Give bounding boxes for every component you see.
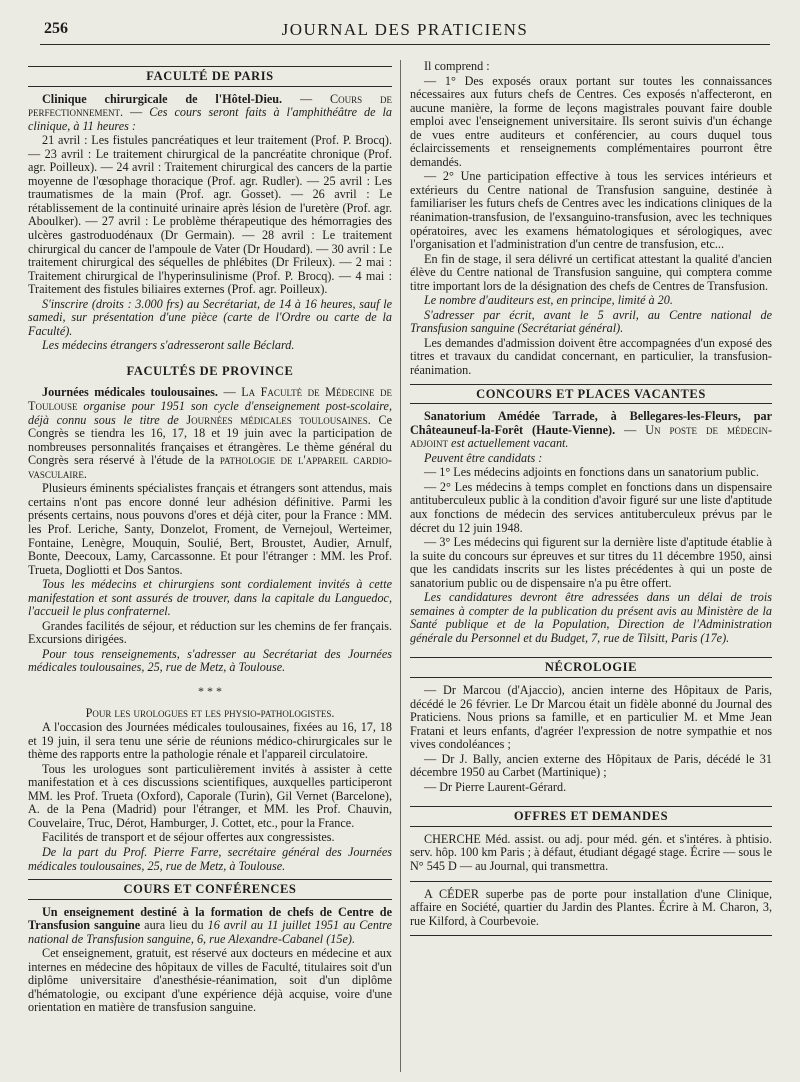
province-invitation: Tous les médecins et chirurgiens sont cordialement invités à cette manifestation et sont assurés de trouver, dans la capitale du Languedoc, l'accueil le plus confraternel.	[28, 577, 392, 619]
left-column	[28, 60, 392, 1016]
cours-p8: S'adresser par écrit, avant le 5 avril, au Centre national de Transfusion sanguine (Secrétariat général).	[410, 307, 772, 336]
section-stars: * * *	[198, 683, 222, 698]
cours-p9: Les demandes d'admission doivent être accompagnées d'un exposé des titres et travaux du candidat concernant, en particulier, la transfusion-réanimation.	[410, 335, 772, 378]
concours-p3: — 1° Les médecins adjoints en fonctions dans un sanatorium public.	[424, 465, 759, 480]
classified-ad-2	[410, 888, 772, 937]
necrologie-p1: — Dr Marcou (d'Ajaccio), ancien interne des Hôpitaux de Paris, décédé le 26 février. Le Dr Marcou était un fidèle abonné du Journal des Praticiens. Nous prions sa famille, et en particulier M. et Mme Jean Fratani et leurs enfants, d'agréer l'expression de notre sympathie et nos vives condoléances ;	[410, 682, 772, 752]
province-intro-text: Ce Congrès se tiendra les 16, 17, 18 et 19 juin avec la participation de nombreuses personnalités françaises et étrangères. Le thème général du Congrès sera réservé à l'étude de la	[28, 412, 392, 468]
paris-dash: —	[282, 91, 330, 106]
page-header	[40, 18, 770, 45]
cours-title: Un enseignement destiné à la formation de chefs de Centre de Transfusion sanguine	[28, 904, 392, 933]
paris-title: Clinique chirurgicale de l'Hôtel-Dieu.	[42, 91, 283, 106]
paris-sc: Cours de perfectionnement.	[28, 91, 392, 120]
province-speakers: Plusieurs éminents spécialistes français et étrangers sont attendus, mais certains n'ont pas encore donné leur adhésion définitive. Parmi les présents certains, nous pouvons d'ores et déjà citer, pour la France : MM. les Prof. Leriche, Santy, Donzelot, Froment, de Vernejoul, Werteimer, Fontaine, Lenègre, Mouquin, Soulié, Bert, Broustet, Audier, Arnulf, Bonte, Deecoux, Lamy, Carcassonne. Et pour l'étranger : MM. les Prof. Trueta, Dogliotti et Dos Santos.	[28, 481, 392, 577]
cours-p2: Cet enseignement, gratuit, est réservé aux docteurs en médecine et aux internes en médecine des hôpitaux de villes de Faculté, titulaires soit d'un diplôme universitaire d'anesthésie-réanimation, soit d'un diplôme d'hématologie, ou excipant d'une expérience déjà acquise, voire d'une orientation en matière de transfusion sanguine.	[28, 946, 392, 1015]
province-sc-2: Journées médicales toulousaines.	[186, 412, 371, 427]
section-heading-paris: FACULTÉ DE PARIS	[28, 66, 392, 87]
paris-intro	[28, 93, 392, 134]
concours-title: Sanatorium Amédée Tarrade, à Bellegares-les-Fleurs, par Châteauneuf-la-Forêt (Haute-Vienne).	[410, 409, 772, 437]
concours-p5: — 3° Les médecins qui figurent sur la dernière liste d'aptitude établie à la suite du concours sur épreuves et sur titres du 11 décembre 1950, ainsi que les candidats inscrits sur les listes précédentes à qui un poste de sanatorium public ou de dispensaire n'a pu être offert.	[410, 535, 772, 590]
classified-ad-2-text: A CÉDER superbe pas de porte pour installation d'une Clinique, affaire en Société, quartier du Jardin des Plantes. Écrire à M. Charon, 3, rue Kilford, à Courbevoie.	[410, 886, 772, 928]
province-facilities: Grandes facilités de séjour, et réduction sur les chemins de fer français. Excursions dirigées.	[28, 618, 392, 647]
cours-p3: Il comprend :	[424, 59, 490, 73]
section-heading-province: FACULTÉS DE PROVINCE	[126, 363, 294, 378]
necrologie-p3: — Dr Pierre Laurent-Gérard.	[424, 779, 567, 794]
concours-sc: Un poste de médecin-adjoint	[410, 422, 773, 451]
concours-intro	[410, 410, 772, 451]
urologues-p3: Facilités de transport et de séjour offertes aux congressistes.	[42, 830, 335, 845]
urologues-heading: Pour les urologues et les physio-pathologistes.	[85, 705, 335, 720]
cours-p7: Le nombre d'auditeurs est, en principe, limité à 20.	[424, 293, 673, 308]
cours-intro	[28, 906, 392, 947]
cours-p4: — 1° Des exposés oraux portant sur toutes les connaissances nécessaires aux futurs chefs de Centres. Ces exposés n'affecteront, en aucune manière, la forme de leçons magistrales pouvant faire double emploi avec l'enseignement universitaire. Ils seront suivis d'un échange de vues entre auditeurs et conférencier, au cours duquel tous éclaircissements et renseignements complémentaires pourront être demandés.	[410, 73, 772, 169]
concours-intro-b: est actuellement vacant.	[448, 436, 569, 451]
province-dash: —	[217, 385, 242, 400]
cours-intro-b: 16 avril au 11 juillet 1951 au Centre national de Transfusion sanguine, 6, rue Alexandre-Cabanel (15e).	[28, 918, 393, 946]
paris-foreign: Les médecins étrangers s'adresseront salle Béclard.	[42, 338, 295, 353]
urologues-p2: Tous les urologues sont particulièrement invités à assister à cette manifestation et à ces discussions scientifiques, auxquelles participeront MM. les Prof. Trueta (Oxford), Caporale (Turin), Gil Vernet (Barcelone), A. de la Pena (Madrid) pour l'étranger, et MM. les Prof. Chauvin, Couvelaire, Truc, Dérot, Hamburger, J. Cottet, etc., pour la France.	[28, 761, 392, 830]
paris-schedule: 21 avril : Les fistules pancréatiques et leur traitement (Prof. P. Brocq). — 23 avril : Le traitement chirurgical de la pancréatite chronique (Prof. agr. Poilleux). — 24 avril : Traitement chirurgical des cancers de la partie moyenne de l'œsophage thoracique (Prof. agr. Rudler). — 25 avril : Les traumatismes de la main (Prof. agr. Gosset). — 26 avril : Le rétablissement de la continuité urinaire après lésion de l'uretère (Prof. agr. Aboulker). — 27 avril : Le problème thérapeutique des hémorragies des ulcères gastroduodénaux (Dr Germain). — 28 avril : Le traitement chirurgical du cancer de l'ampoule de Vater (Dr Houdard). — 30 avril : Le traitement chirurgical des séquelles de phlébites (Dr Frileux). — 2 mai : Traitement chirurgical de l'hyperinsulinisme (Prof. P. Brocq). — 4 mai : Traitement des fistules biliaires externes (Prof. agr. Poilleux).	[28, 133, 392, 297]
cours-p5: — 2° Une participation effective à tous les services intérieurs et extérieurs du Centre national de Transfusion sanguine, destinée à familiariser les futurs chefs de Centres avec les indications cliniques de la réanimation-transfusion, de l'exsanguino-transfusion, avec les techniques opératoires, avec les examens hématologiques et sérologiques, avec l'organisation et l'administration d'un centre de transfusion, etc...	[410, 169, 772, 252]
concours-dash: —	[615, 422, 646, 437]
province-intro-italic: organise pour 1951 son cycle d'enseignement post-scolaire, déjà connu sous le titre de	[28, 399, 392, 427]
cours-intro-a: aura lieu du	[140, 918, 208, 933]
section-heading-offres: OFFRES ET DEMANDES	[410, 806, 772, 827]
section-heading-cours: COURS ET CONFÉRENCES	[28, 879, 392, 900]
cours-p6: En fin de stage, il sera délivré un certificat attestant la qualité d'ancien élève du Centre national de Transfusion sanguine, qui comptera comme titre important lors de la désignation des chefs de Centres de Transfusion.	[410, 251, 772, 293]
concours-p4: — 2° Les médecins à temps complet en fonctions dans un dispensaire antituberculeux public à la condition d'avoir figuré sur une liste d'aptitude aux fonctions de médecin des services antituberculeux prévus par le décret du 12 juin 1948.	[410, 479, 772, 535]
province-sc-3: pathologie de l'appareil cardio-vasculaire.	[28, 453, 392, 481]
necrologie-p2: — Dr J. Bally, ancien externe des Hôpitaux de Paris, décédé le 31 décembre 1950 au Carbet (Martinique) ;	[410, 751, 772, 780]
section-heading-concours: CONCOURS ET PLACES VACANTES	[410, 384, 772, 405]
province-intro	[28, 386, 392, 481]
paris-inscription: S'inscrire (droits : 3.000 frs) au Secrétariat, de 14 à 16 heures, sauf le samedi, sur présentation d'une pièce (carte de l'Ordre ou carte de la Faculté).	[28, 296, 392, 338]
urologues-p4: De la part du Prof. Pierre Farre, secrétaire général des Journées médicales toulousaines, 25, rue de Metz, à Toulouse.	[28, 844, 392, 873]
column-divider	[400, 60, 401, 1072]
classified-ad-1	[410, 833, 772, 882]
right-column	[410, 60, 772, 942]
province-sc-1: La Faculté de Médecine de Toulouse	[28, 385, 393, 414]
classified-ad-1-text: CHERCHE Méd. assist. ou adj. pour méd. gén. et s'intéres. à phtisio. serv. hôp. 100 km Paris ; à défaut, étudiant dégagé stage. Écrire — sous le N° 545 D — au Journal, qui transmettra.	[410, 831, 772, 873]
urologues-p1: A l'occasion des Journées médicales toulousaines, fixées au 16, 17, 18 et 19 juin, il sera tenu une série de réunions médico-chirurgicales sur le thème des rapports entre la pathologie rénale et l'appareil circulatoire.	[28, 720, 392, 762]
section-heading-necrologie: NÉCROLOGIE	[410, 657, 772, 678]
concours-p6: Les candidatures devront être adressées dans un délai de trois semaines à compter de la publication du présent avis au Ministère de la Santé publique et de la Population, Direction de l'Administration générale du Personnel et du Budget, 7, rue de Tilsitt, Paris (17e).	[410, 590, 772, 645]
province-title: Journées médicales toulousaines.	[42, 385, 218, 400]
concours-p2: Peuvent être candidats :	[424, 450, 543, 465]
journal-title: JOURNAL DES PRATICIENS	[281, 20, 529, 39]
paris-intro-text: Ces cours seront faits à l'amphithéâtre de la clinique, à 11 heures :	[28, 105, 392, 133]
page-number: 256	[44, 20, 68, 37]
province-contact: Pour tous renseignements, s'adresser au Secrétariat des Journées médicales toulousaines, 25, rue de Metz, à Toulouse.	[28, 646, 392, 675]
paris-dash-2: —	[123, 105, 150, 120]
